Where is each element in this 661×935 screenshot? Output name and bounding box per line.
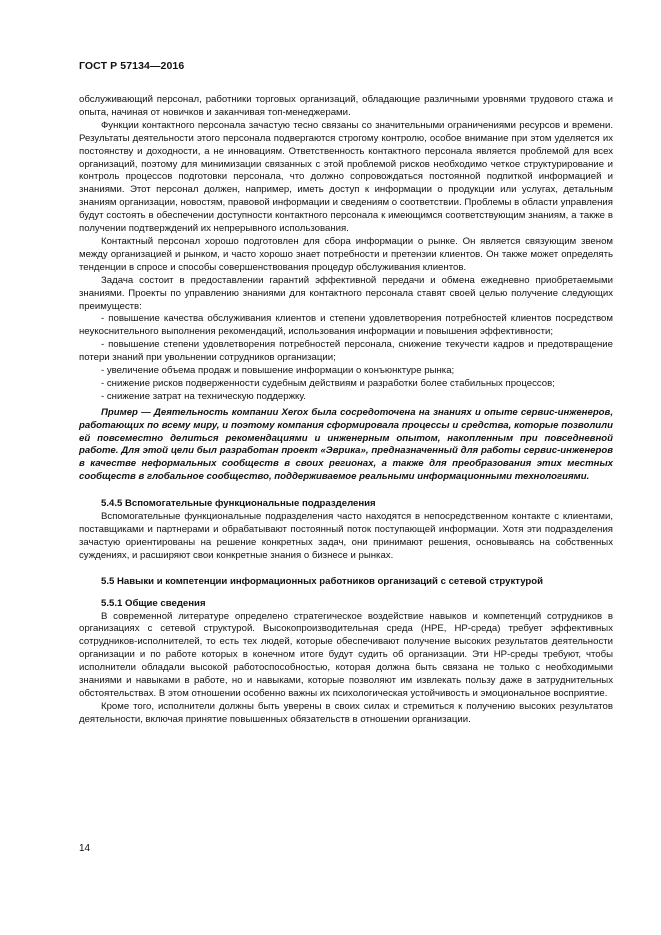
paragraph-continuation: обслуживающий персонал, работники торговых организаций, обладающие различными уровнями трудового стажа и опыта, начиная от новичков и заканчивая топ-менеджерами.	[79, 94, 613, 118]
standard-code-header: ГОСТ Р 57134—2016	[79, 60, 185, 72]
paragraph-market-information: Контактный персонал хорошо подготовлен для сбора информации о рынке. Он является связующим звеном между организацией и рынком, и часто хорошо знает потребности и претензии клиентов. Он также может определять тенденции в спросе и способы совершенствования процедур обслуживания клиентов.	[79, 235, 613, 273]
list-item: - повышение степени удовлетворения потребностей персонала, снижение текучести кадров и предотвращение потери знаний при увольнении сотрудников организации;	[79, 339, 613, 364]
page-number: 14	[79, 843, 91, 854]
section-heading-5-5-1: 5.5.1 Общие сведения	[101, 597, 206, 609]
paragraph-task-description: Задача состоит в предоставлении гарантий эффективной передачи и обмена ежедневно приобретаемыми знаниями. Проекты по управлению знаниями для контактного персонала ставят своей целью получение следующих преимуществ:	[79, 274, 613, 312]
list-item: - повышение качества обслуживания клиентов и степени удовлетворения потребностей клиентов посредством неукоснительного выполнения рекомендаций, использования информации и повышения эффективности;	[79, 313, 613, 338]
document-body	[79, 94, 613, 727]
paragraph-performers: Кроме того, исполнители должны быть уверены в своих силах и стремиться к получению высоких результатов деятельности, включая принятие повышенных обязательств в отношении организации.	[79, 700, 613, 725]
paragraph-general-info: В современной литературе определено стратегическое воздействие навыков и компетенций сотрудников в организациях с сетевой структурой. Высокопроизводительная среда (HPE, HP-среда) требует эффективных сотрудников-исполнителей, то есть тех людей, которые обеспечивают получение высоких результатов деятельности организации и по работе которых в конечном итоге будут судить об организации. Эти HP-среды требуют, чтобы исполнители обладали высокой работоспособностью, которая должна быть связана не только с необходимыми знаниями и навыками в работе, но и навыками, которые позволяют им извлекать пользу даже в затруднительных обстоятельствах. В этом отношении особенно важны их психологическая устойчивость и эмоциональное восприятие.	[79, 610, 613, 699]
section-heading-5-5: 5.5 Навыки и компетенции информационных работников организаций с сетевой структурой	[101, 575, 544, 587]
section-heading-5-4-5: 5.4.5 Вспомогательные функциональные подразделения	[101, 498, 376, 510]
paragraph-support-units: Вспомогательные функциональные подразделения часто находятся в непосредственном контакте с клиентами, поставщиками и партнерами и обрабатывают постоянный поток поступающей информации. Хотя эти подразделения зачастую ориентированы на решение конкретных задач, они принимают решения, основываясь на собственных суждениях, и расширяют свои конкретные знания о бизнесе и рынках.	[79, 511, 613, 561]
list-item: - снижение затрат на техническую поддержку.	[101, 390, 306, 402]
list-item: - снижение рисков подверженности судебным действиям и разработки более стабильных процессов;	[101, 377, 555, 389]
paragraph-contact-staff-functions: Функции контактного персонала зачастую тесно связаны со значительными ограничениями ресурсов и времени. Результаты деятельности этого персонала подвергаются строгому контролю, особое внимание при этом уделяется их постоянству и доходности, а не инновациям. Ответственность контактного персонала является проблемой для всех организаций, поэтому для минимизации связанных с этой проблемой рисков необходимо четкое структурирование и контроль процессов подготовки персонала, что должно сопровождаться постоянной подпиткой информацией и знаниями. Этот персонал должен, например, иметь доступ к информации о продукции или услугах, детальным знаниям организации, новостям, правовой информации и сведениям о соответствии. Проблемы в области управления будут состоять в обеспечении доступности контактного персонала к имеющимся соответствующим знаниям, а также в получении подтверждений их непрерывного использования.	[79, 119, 613, 235]
example-xerox: Пример — Деятельность компании Xerox была сосредоточена на знаниях и опыте сервис-инженеров, работающих по всему миру, и поэтому компания сформировала процессы и средства, которые позволили ей повсеместно делиться рекомендациями и инженерным опытом, накопленным при повседневной работе. Для этой цели был разработан проект «Эврика», предназначенный для работы сервис-инженеров в качестве неформальных сообществ в своих регионах, а также для преобразования этих местных сообществ в глобальное сообщество, поддерживаемое реальными информационными технологиями.	[79, 406, 613, 483]
list-item: - увеличение объема продаж и повышение информации о конъюнктуре рынка;	[101, 365, 455, 377]
